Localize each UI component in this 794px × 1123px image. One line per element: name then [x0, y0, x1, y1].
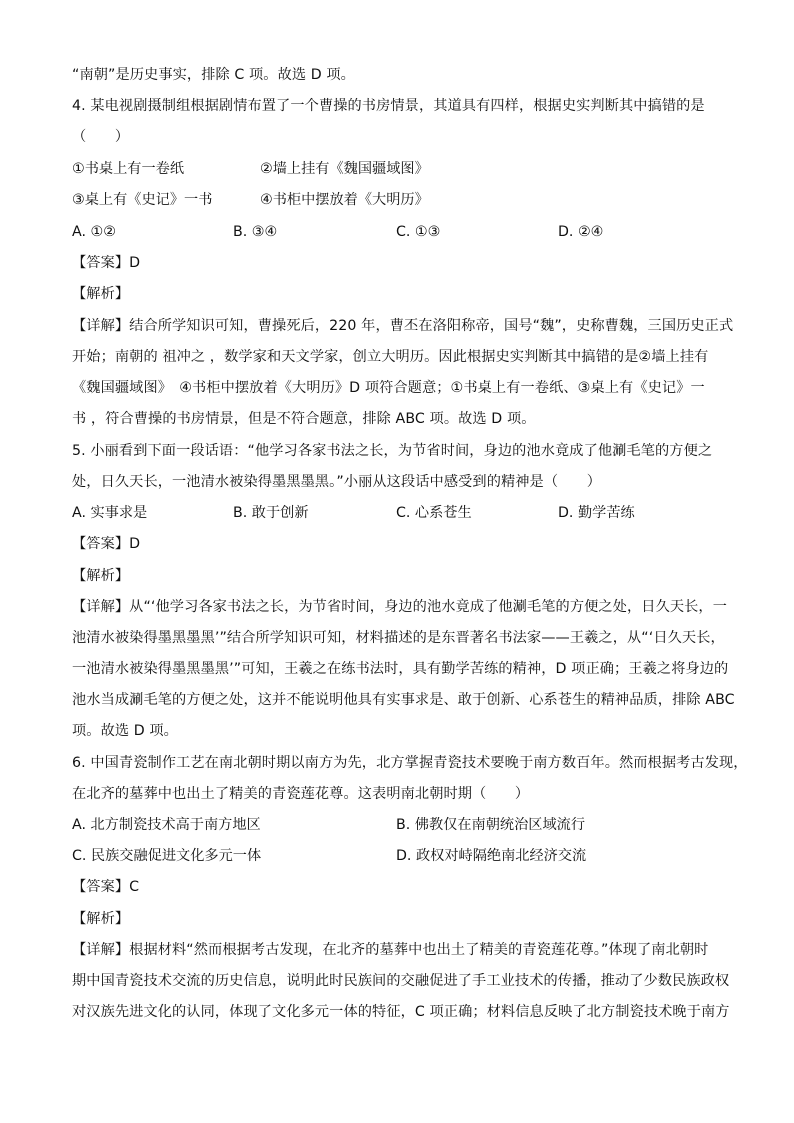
q5-detail-line-4: 池水当成涮毛笔的方便之处，这并不能说明他具有实事求是、敢于创新、心系苍生的精神品质，排除 ABC	[72, 692, 735, 708]
q4-item-2: ②墙上挂有《魏国疆域图》	[260, 161, 429, 177]
q4-stem-line-2: （ ）	[72, 129, 130, 145]
q4-answer: 【答案】D	[72, 255, 141, 271]
q6-analysis-heading: 【解析】	[72, 911, 130, 927]
q4-option-a: A. ①②	[72, 224, 116, 240]
q5-option-d: D. 勤学苦练	[558, 505, 635, 521]
q4-item-1: ①书桌上有一卷纸	[72, 161, 185, 177]
q4-item-3: ③桌上有《史记》一书	[72, 192, 213, 208]
q6-option-d: D. 政权对峙隔绝南北经济交流	[396, 848, 587, 864]
q4-detail-line-4: 书 ，符合曹操的书房情景，但是不符合题意，排除 ABC 项。故选 D 项。	[72, 411, 536, 427]
q5-detail-line-2: 池清水被染得墨黑墨黑’”结合所学知识可知，材料描述的是东晋著名书法家——王羲之，从“‘日久天长，	[72, 630, 725, 646]
q4-item-4: ④书柜中摆放着《大明历》	[260, 192, 429, 208]
q6-detail-line-1: 【详解】根据材料“然而根据考古发现，在北齐的墓葬中也出土了精美的青瓷莲花尊。”体现了南北朝时	[72, 942, 709, 958]
q4-option-b: B. ③④	[233, 224, 278, 240]
q6-option-b: B. 佛教仅在南朝统治区域流行	[396, 817, 586, 833]
q6-answer: 【答案】C	[72, 879, 140, 895]
q6-stem-line-2: 在北齐的墓葬中也出土了精美的青瓷莲花尊。这表明南北朝时期（ ）	[72, 786, 530, 802]
q5-stem-line-2: 处，日久天长，一池清水被染得墨黑墨黑。”小丽从这段话中感受到的精神是（ ）	[72, 474, 601, 490]
q6-stem-line-1: 6. 中国青瓷制作工艺在南北朝时期以南方为先，北方掌握青瓷技术要晚于南方数百年。然而根据考古发现，	[72, 755, 748, 771]
q5-analysis-heading: 【解析】	[72, 568, 130, 584]
q6-detail-line-2: 期中国青瓷技术交流的历史信息，说明此时民族间的交融促进了手工业技术的传播，推动了少数民族政权	[72, 973, 730, 989]
q4-stem-line-1: 4. 某电视剧摄制组根据剧情布置了一个曹操的书房情景，其道具有四样，根据史实判断其中搞错的是	[72, 98, 705, 114]
q4-detail-line-3: 《魏国疆域图》 ④书柜中摆放着《大明历》D 项符合题意；①书桌上有一卷纸、③桌上有《史记》一	[72, 380, 705, 396]
q6-option-c: C. 民族交融促进文化多元一体	[72, 848, 262, 864]
q5-stem-line-1: 5. 小丽看到下面一段话语：“他学习各家书法之长，为节省时间，身边的池水竟成了他涮毛笔的方便之	[72, 443, 713, 459]
q5-answer: 【答案】D	[72, 536, 141, 552]
q6-detail-line-3: 对汉族先进文化的认同，体现了文化多元一体的特征，C 项正确；材料信息反映了北方制瓷技术晚于南方	[72, 1004, 730, 1020]
q4-analysis-heading: 【解析】	[72, 286, 130, 302]
q5-option-a: A. 实事求是	[72, 505, 148, 521]
q4-option-c: C. ①③	[396, 224, 441, 240]
q4-detail-line-1: 【详解】结合所学知识可知，曹操死后，220 年，曹丕在洛阳称帝，国号“魏”，史称曹魏，三国历史正式	[72, 318, 734, 334]
q5-detail-line-5: 项。故选 D 项。	[72, 723, 178, 739]
q5-detail-line-3: 一池清水被染得墨黑墨黑’”可知，王羲之在练书法时，具有勤学苦练的精神，D 项正确；王羲之将身边的	[72, 661, 729, 677]
q5-detail-line-1: 【详解】从“‘他学习各家书法之长，为节省时间，身边的池水竟成了他涮毛笔的方便之处，日久天长，一	[72, 599, 728, 615]
q3-conclusion: “南朝”是历史事实，排除 C 项。故选 D 项。	[72, 67, 355, 83]
q6-option-a: A. 北方制瓷技术高于南方地区	[72, 817, 261, 833]
q4-detail-line-2: 开始；南朝的 祖冲之 ，数学家和天文学家，创立大明历。因此根据史实判断其中搞错的是②墙上挂有	[72, 349, 709, 365]
q5-option-b: B. 敢于创新	[233, 505, 309, 521]
q5-option-c: C. 心系苍生	[396, 505, 472, 521]
q4-option-d: D. ②④	[558, 224, 604, 240]
